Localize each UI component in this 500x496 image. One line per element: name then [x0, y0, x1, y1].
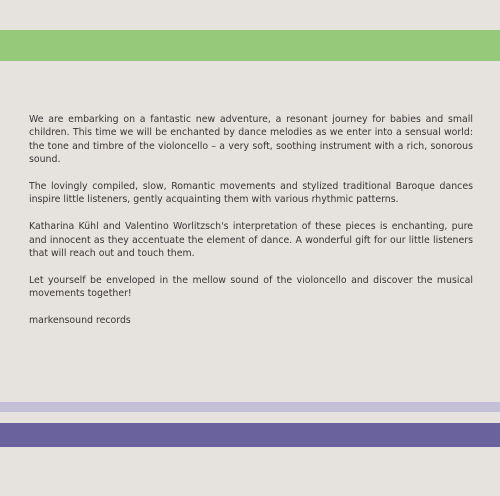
purple-band: [0, 423, 500, 447]
paragraph-invitation: Let yourself be enveloped in the mellow sound of the violoncello and discover the musical movements together!: [29, 274, 473, 300]
top-green-band: [0, 30, 500, 61]
paragraph-movements: The lovingly compiled, slow, Romantic movements and stylized traditional Baroque dances inspire little listeners, gently acquainting them with various rhythmic patterns.: [29, 181, 473, 206]
paragraph-intro: We are embarking on a fantastic new adventure, a resonant journey for babies and small children. This time we will be enchanted by dance melodies as we enter into a sensual world: the tone and timbre of the violoncello – a very soft, soothing instrument with a rich, sonorous sound.: [29, 114, 473, 166]
record-label: markensound records: [29, 315, 131, 327]
lavender-band: [0, 402, 500, 412]
liner-notes-text: [29, 113, 473, 327]
paragraph-performers: Katharina Kühl and Valentino Worlitzsch's interpretation of these pieces is enchanting, pure and innocent as they accentuate the element of dance. A wonderful gift for our little listeners that will reach out and touch them.: [29, 221, 473, 260]
